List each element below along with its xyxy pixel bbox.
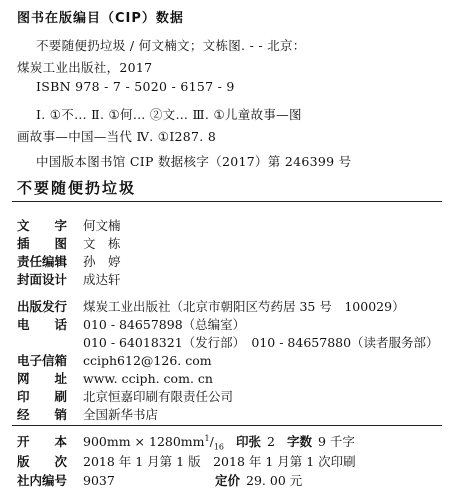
editor-label: 责任编辑: [17, 254, 68, 269]
phone-row: [17, 315, 245, 333]
code-label: 社内编号: [17, 473, 68, 488]
book-title: 不要随便扔垃圾: [17, 179, 137, 197]
format-size: 900mm × 1280mm: [83, 434, 205, 449]
phone-label: 电 话: [17, 317, 68, 332]
cover-row: [17, 270, 121, 288]
edition-row: [17, 452, 356, 470]
website-label: 网 址: [17, 371, 68, 386]
author-value: 何文楠: [83, 218, 121, 233]
cover-value: 成达轩: [83, 272, 121, 287]
cip-line-publisher: 煤炭工业出版社，2017: [17, 60, 153, 75]
publisher-row: [17, 297, 405, 315]
price-value: 29. 00 元: [246, 473, 303, 488]
code-value: 9037: [83, 473, 115, 488]
sheets-label: 印张: [236, 434, 262, 449]
words-label: 字数: [286, 434, 312, 449]
divider-bottom: [12, 425, 442, 426]
distributor-label: 经 销: [17, 407, 68, 422]
edition-value: 2018 年 1 月第 1 版 2018 年 1 月第 1 次印刷: [83, 454, 356, 469]
price-label: 定价: [215, 473, 241, 488]
printer-label: 印 刷: [17, 389, 68, 404]
format-label: 开 本: [17, 434, 68, 449]
cip-line-subjects: Ⅰ. ①不… Ⅱ. ①何… ②文… Ⅲ. ①儿童故事—图: [36, 107, 302, 122]
illustrator-value: 文 栋: [83, 236, 121, 251]
website-row: [17, 369, 213, 387]
phone-value-1: 010 - 84657898（总编室）: [83, 317, 246, 332]
author-row: [17, 216, 121, 234]
illustrator-label: 插 图: [17, 236, 68, 251]
code-row: [17, 471, 302, 489]
distributor-row: [17, 405, 158, 423]
editor-value: 孙 婷: [83, 254, 121, 269]
cip-line-title: 不要随便扔垃圾 / 何文楠文；文栋图. - - 北京：: [36, 38, 306, 53]
printer-row: [17, 387, 233, 405]
format-row: [17, 432, 355, 452]
cip-header: 图书在版编目（CIP）数据: [17, 11, 184, 26]
email-value: cciph612@126. com: [83, 353, 212, 368]
illustrator-row: [17, 234, 121, 252]
phone-row-2: [17, 333, 439, 351]
cip-line-record: 中国版本图书馆 CIP 数据核字（2017）第 246399 号: [36, 154, 352, 169]
author-label: 文 字: [17, 218, 68, 233]
email-label: 电子信箱: [17, 353, 68, 368]
phone-value-2: 010 - 64018321（发行部） 010 - 84657880（读者服务部）: [83, 335, 439, 350]
cip-line-subjects-cont: 画故事—中国—当代 Ⅳ. ①I287. 8: [17, 129, 217, 144]
cover-label: 封面设计: [17, 272, 68, 287]
format-value: $900mm \times 1280mm^1/_{16}$: [83, 433, 225, 452]
cip-line-isbn: ISBN 978 - 7 - 5020 - 6157 - 9: [36, 79, 235, 94]
format-fraction-den: 16: [213, 442, 225, 452]
distributor-value: 全国新华书店: [83, 407, 159, 422]
format-fraction-num: 1: [204, 433, 210, 443]
printer-value: 北京恒嘉印刷有限责任公司: [83, 389, 234, 404]
divider-top: [12, 201, 442, 202]
edition-label: 版 次: [17, 454, 68, 469]
words-value: 9 千字: [318, 434, 355, 449]
email-row: [17, 351, 212, 369]
website-value: www. cciph. com. cn: [83, 371, 213, 386]
editor-row: [17, 252, 121, 270]
publisher-label: 出版发行: [17, 299, 68, 314]
sheets-value: 2: [267, 434, 275, 449]
publisher-value: 煤炭工业出版社（北京市朝阳区芍药居 35 号 100029）: [83, 299, 405, 314]
